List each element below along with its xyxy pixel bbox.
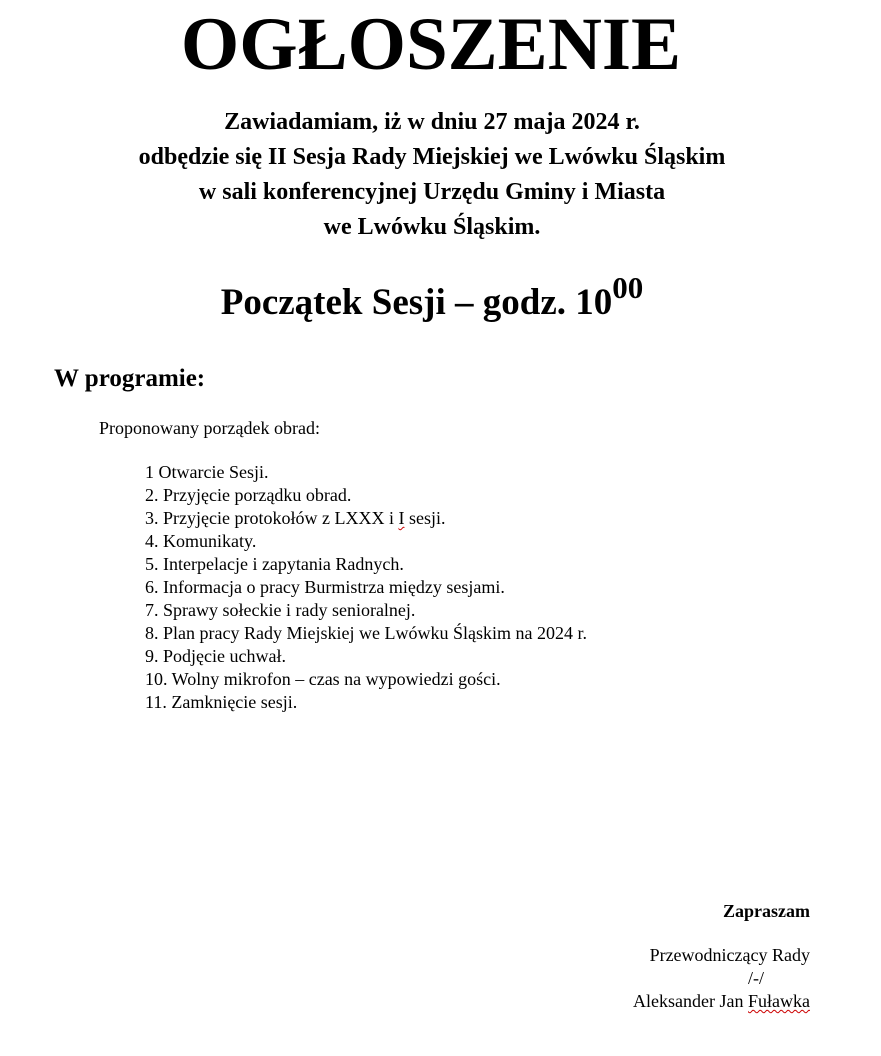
session-start-time: [0, 268, 864, 338]
agenda-item: 2. Przyjęcie porządku obrad.: [145, 485, 352, 505]
intro-line-town: we Lwówku Śląskim.: [323, 214, 541, 240]
agenda-item: 4. Komunikaty.: [145, 531, 257, 551]
session-start-minutes: 00: [612, 269, 644, 305]
agenda-item-text: 3. Przyjęcie protokołów z LXXX i: [145, 508, 399, 528]
agenda-item: [145, 507, 587, 530]
agenda-item: 6. Informacja o pracy Burmistrza między sesjami.: [145, 577, 505, 597]
signatory-role: Przewodniczący Rady: [649, 945, 810, 965]
intro-line-session: odbędzie się II Sesja Rady Miejskiej we Lwówku Śląskim: [138, 144, 726, 170]
program-heading: W programie:: [54, 365, 206, 392]
invite-text: Zapraszam: [723, 901, 810, 921]
announcement-title: OGŁOSZENIE: [180, 3, 682, 86]
agenda-item: 10. Wolny mikrofon – czas na wypowiedzi gości.: [145, 669, 501, 689]
signature-block: [510, 944, 810, 1013]
session-start-label: Początek Sesji – godz. 10: [220, 282, 613, 323]
agenda-item: 1 Otwarcie Sesji.: [145, 462, 269, 482]
agenda-item: 11. Zamknięcie sesji.: [145, 692, 298, 712]
agenda-intro: Proponowany porządek obrad:: [99, 418, 320, 438]
announcement-intro: [0, 105, 864, 245]
agenda-item-tail: sesji.: [404, 508, 446, 528]
agenda-item: 7. Sprawy sołeckie i rady senioralnej.: [145, 600, 416, 620]
agenda-item: 5. Interpelacje i zapytania Radnych.: [145, 554, 404, 574]
agenda-item: 9. Podjęcie uchwał.: [145, 646, 286, 666]
agenda-item: 8. Plan pracy Rady Miejskiej we Lwówku Śląskim na 2024 r.: [145, 623, 587, 643]
agenda-list: [145, 461, 587, 714]
signatory-first-names: Aleksander Jan: [633, 991, 748, 1011]
intro-line-date: Zawiadamiam, iż w dniu 27 maja 2024 r.: [224, 109, 640, 135]
signature-mark: /-/: [748, 968, 764, 988]
signatory-surname: Fuławka: [748, 991, 810, 1011]
intro-line-venue: w sali konferencyjnej Urzędu Gminy i Miasta: [198, 179, 666, 205]
signatory-name: [510, 990, 810, 1013]
spellcheck-marked-word: I: [398, 508, 405, 528]
